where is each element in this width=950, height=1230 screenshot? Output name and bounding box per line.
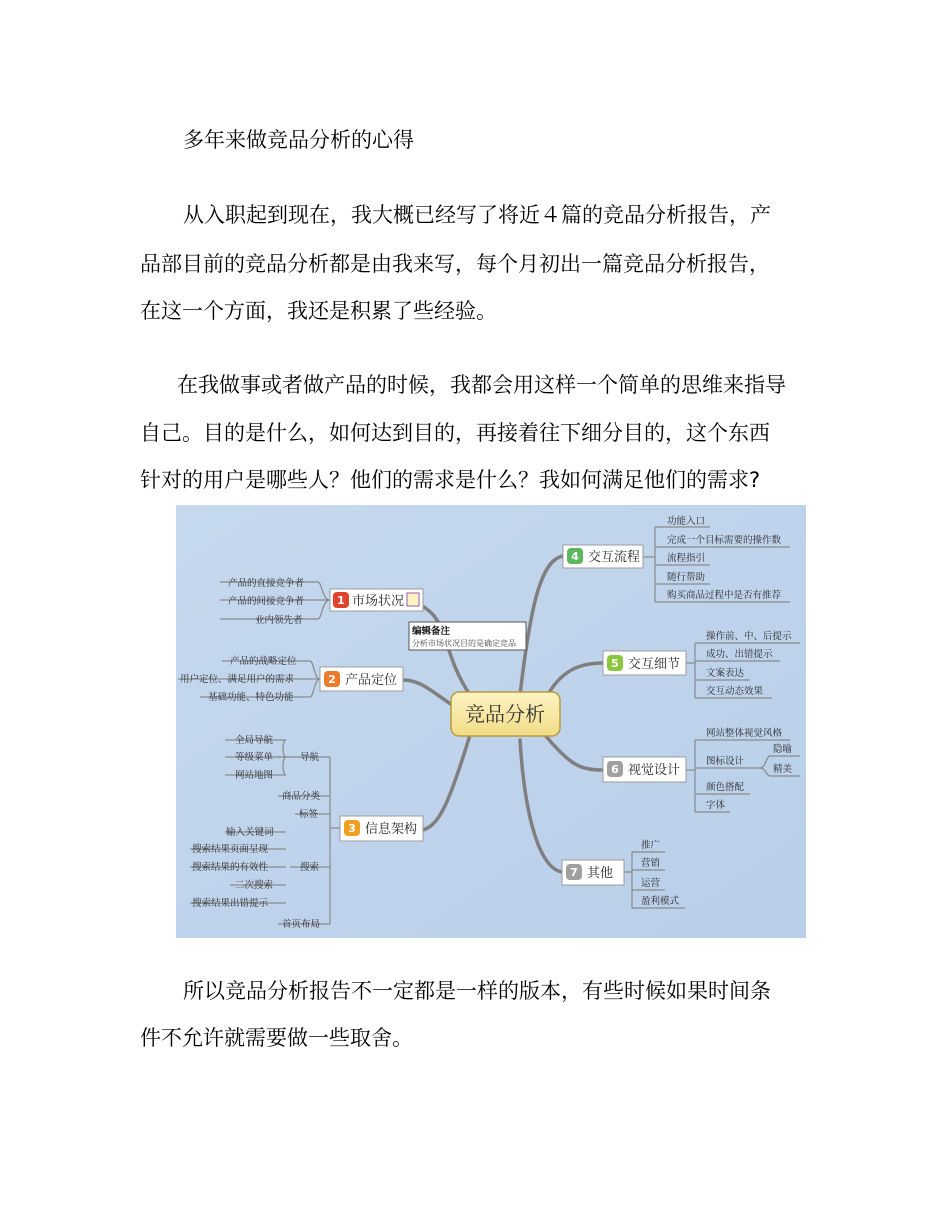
leaf-search-result-page: 搜索结果页面呈现 [192,844,269,855]
leaf-operation-prompts: 操作前、中、后提示 [706,631,792,642]
note-icon [407,593,419,606]
paragraph-2-line-1: 在我做事或者做产品的时候，我都会用这样一个简单的思维来指导 [177,373,786,397]
leaf-secondary-search: 二次搜索 [235,880,274,891]
branch-label-architecture: 信息架构 [365,822,418,837]
leaf-search-error: 搜索结果出错提示 [192,898,269,909]
branch-label-market: 市场状况 [352,594,405,609]
leaf-search-validity: 搜索结果的有效性 [192,862,269,873]
leaf-inline-help: 随行帮助 [667,572,706,583]
leaf-font: 字体 [706,800,726,811]
leaf-entry: 功能入口 [667,516,706,527]
badge-number-7: 7 [570,866,578,879]
branch-label-interaction-flow: 交互流程 [588,550,641,565]
badge-number-5: 5 [611,657,619,670]
leaf-direct-competitor: 产品的直接竞争者 [228,578,305,589]
leaf-tag: 标签 [299,809,319,820]
leaf-success-error: 成功、出错提示 [706,649,773,660]
leaf-industry-leader: 业内领先者 [255,615,303,626]
branch-label-interaction-detail: 交互细节 [628,657,681,672]
leaf-category: 商品分类 [282,791,321,802]
paragraph-3-line-1: 所以竞品分析报告不一定都是一样的版本，有些时候如果时间条 [183,979,771,1003]
note-title: 编辑备注 [412,626,451,637]
badge-number-2: 2 [328,673,336,686]
page-title: 多年来做竞品分析的心得 [183,128,414,152]
paragraph-3-line-2: 件不允许就需要做一些取舍。 [140,1026,413,1050]
leaf-user-positioning: 用户定位、满足用户的需求 [180,674,295,685]
leaf-dynamic-effects: 交互动态效果 [706,686,764,697]
leaf-level-menu: 等级菜单 [235,752,274,763]
leaf-visual-style: 网站整体视觉风格 [706,728,783,739]
leaf-operations-count: 完成一个目标需要的操作数 [667,535,782,546]
leaf-purchase-recommendation: 购买商品过程中是否有推荐 [667,590,782,601]
branch-label-positioning: 产品定位 [345,673,398,688]
leaf-marketing: 营销 [641,858,661,869]
leaf-keyword-input: 输入关键词 [226,827,274,838]
badge-number-1: 1 [337,594,345,607]
leaf-metaphor: 隐喻 [773,744,793,755]
sub-search: 搜索 [300,862,320,873]
leaf-sitemap: 网站地图 [235,770,274,781]
leaf-homepage-layout: 首页布局 [282,919,321,930]
leaf-basic-features: 基础功能、特色功能 [208,692,294,703]
leaf-strategic-positioning: 产品的战略定位 [230,656,297,667]
sub-navigation: 导航 [300,752,320,763]
badge-number-3: 3 [348,822,356,835]
paragraph-1-line-2: 品部目前的竞品分析都是由我来写，每个月初出一篇竞品分析报告， [140,252,770,276]
badge-number-4: 4 [571,550,579,563]
mindmap-figure [176,505,806,938]
leaf-operations: 运营 [641,878,661,889]
leaf-exquisite: 精美 [773,764,793,775]
note-text: 分析市场状况目的是确定竞品 [412,639,516,648]
branch-label-visual-design: 视觉设计 [628,763,681,778]
paragraph-2-line-3: 针对的用户是哪些人？他们的需求是什么？我如何满足他们的需求? [140,468,761,492]
center-node-label: 竞品分析 [465,702,545,726]
leaf-global-nav: 全局导航 [235,735,274,746]
sub-icon-design: 图标设计 [706,756,745,767]
paragraph-1-line-3: 在这一个方面，我还是积累了些经验。 [140,299,497,323]
branch-label-other: 其他 [587,866,614,881]
paragraph-1-line-1: 从入职起到现在，我大概已经写了将近４篇的竞品分析报告，产 [183,203,771,227]
badge-number-6: 6 [611,763,619,776]
paragraph-2-line-2: 自己。目的是什么，如何达到目的，再接着往下细分目的，这个东西 [140,421,770,445]
leaf-profit-model: 盈利模式 [641,896,680,907]
leaf-promotion: 推广 [641,840,661,851]
leaf-indirect-competitor: 产品的间接竞争者 [228,596,305,607]
leaf-flow-guide: 流程指引 [667,553,706,564]
leaf-color-matching: 颜色搭配 [706,782,745,793]
leaf-copywriting: 文案表达 [706,668,745,679]
